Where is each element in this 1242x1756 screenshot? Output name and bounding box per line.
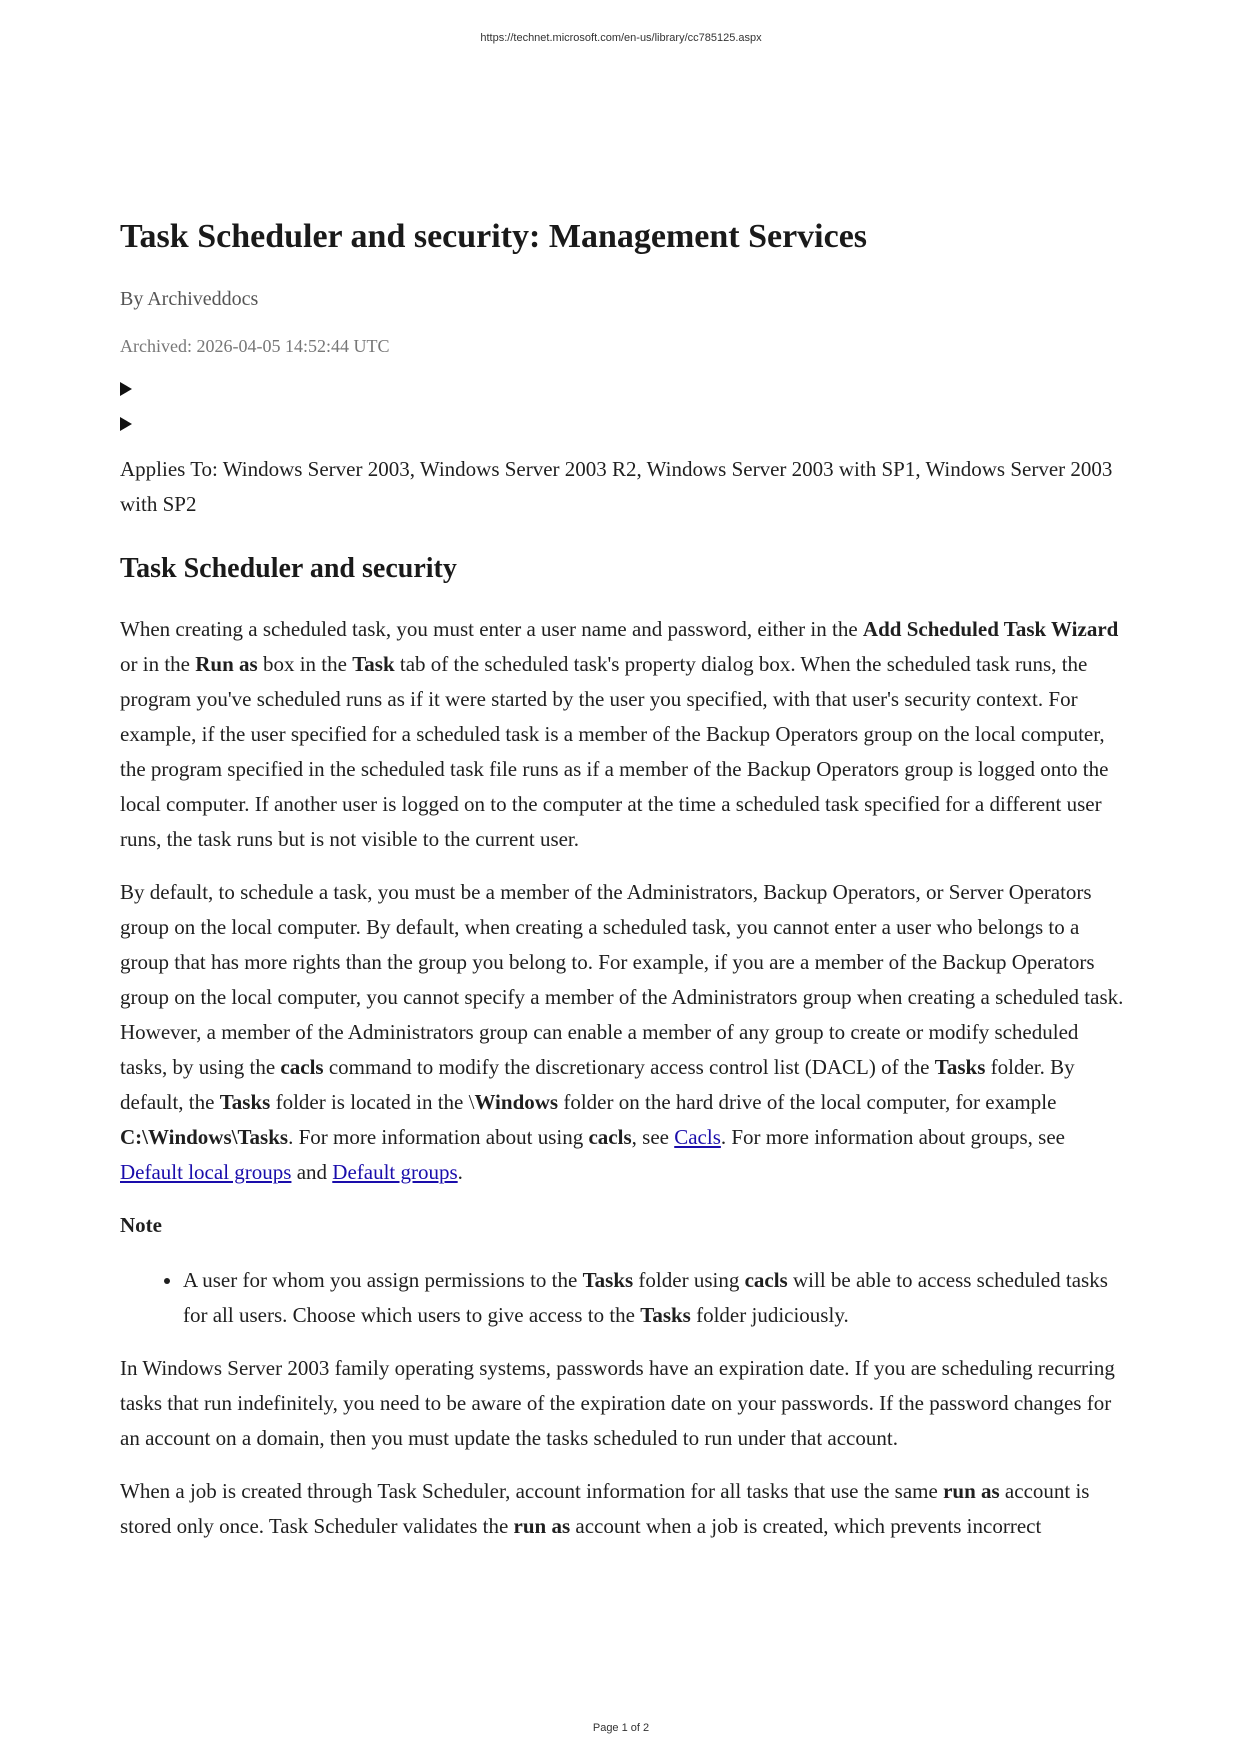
text: will be able to access scheduled tasks for all users. Choose which users to give access to the: [183, 1268, 1108, 1327]
text: command to modify the discretionary access control list (DACL) of the: [323, 1055, 935, 1079]
text: . For more information about groups, see: [720, 1125, 1065, 1149]
disclosure-triangle-icon[interactable]: [120, 417, 132, 431]
paragraph-3: In Windows Server 2003 family operating systems, passwords have an expiration date. If you are scheduling recurring tasks that run indefinitely, you need to be aware of the expiration date on your passwords. If the password changes for an account on a domain, then you must update the tasks scheduled to run under that account.: [120, 1356, 1115, 1450]
text: and: [291, 1160, 333, 1184]
section-heading: Task Scheduler and security: [120, 553, 457, 584]
note-list: [120, 1263, 1130, 1333]
ui-term: Windows: [474, 1090, 559, 1114]
ui-term: Tasks: [582, 1268, 634, 1292]
ui-term: cacls: [280, 1055, 324, 1079]
list-item: [183, 1263, 1130, 1333]
disclosure-triangle-icon[interactable]: [120, 382, 132, 396]
ui-term: Tasks: [640, 1303, 691, 1327]
ui-term: Task: [352, 652, 395, 676]
paragraph-4: [120, 1474, 1130, 1544]
byline: By Archiveddocs: [120, 288, 259, 310]
ui-term: Tasks: [219, 1090, 271, 1114]
text: . For more information about using: [288, 1125, 589, 1149]
text: folder is located in the \: [270, 1090, 475, 1114]
archived-timestamp: Archived: 2026-04-05 14:52:44 UTC: [120, 336, 390, 356]
text: , see: [631, 1125, 675, 1149]
text: .: [457, 1160, 463, 1184]
applies-to: Applies To: Windows Server 2003, Windows Server 2003 R2, Windows Server 2003 with SP1, Windows Server 2003 with SP2: [120, 457, 1113, 516]
link-cacls[interactable]: Cacls: [674, 1125, 721, 1149]
link-default-local-groups[interactable]: Default local groups: [120, 1160, 292, 1184]
text: folder using: [633, 1268, 745, 1292]
text: tab of the scheduled task's property dialog box. When the scheduled task runs, the program you've scheduled runs as if it were started by the user you specified, with that user's security context. For example, if the user specified for a scheduled task is a member of the Backup Operators group on the local computer, the program specified in the scheduled task file runs as if a member of the Backup Operators group is logged onto the local computer. If another user is logged on to the computer at the time a scheduled task specified for a different user runs, the task runs but is not visible to the current user.: [120, 652, 1109, 851]
text: account when a job is created, which prevents incorrect: [570, 1514, 1042, 1538]
text: folder. By default, the: [120, 1055, 1075, 1114]
page-number: Page 1 of 2: [592, 1722, 650, 1734]
disclosure-toggles: [120, 382, 1130, 431]
page-title: Task Scheduler and security: Management Services: [120, 218, 868, 255]
ui-term: cacls: [744, 1268, 788, 1292]
ui-term: Add Scheduled Task Wizard: [862, 617, 1119, 641]
ui-term: run as: [943, 1479, 1000, 1503]
text: or in the: [120, 652, 196, 676]
text: By default, to schedule a task, you must be a member of the Administrators, Backup Operators, or Server Operators group on the local computer. By default, when creating a scheduled task, you cannot enter a user who belongs to a group that has more rights than the group you belong to. For example, if you are a member of the Backup Operators group on the local computer, you cannot specify a member of the Administrators group when creating a scheduled task. However, a member of the Administrators group can enable a member of any group to create or modify scheduled tasks, by using the: [120, 880, 1124, 1079]
ui-term: Run as: [195, 652, 258, 676]
text: When creating a scheduled task, you must enter a user name and password, either in the: [120, 617, 863, 641]
ui-term: run as: [513, 1514, 571, 1538]
page-url: https://technet.microsoft.com/en-us/library/cc785125.aspx: [480, 32, 762, 44]
text: When a job is created through Task Scheduler, account information for all tasks that use the same: [120, 1479, 944, 1503]
paragraph-1: [120, 612, 1130, 857]
text: folder judiciously.: [690, 1303, 849, 1327]
text: box in the: [257, 652, 353, 676]
text: A user for whom you assign permissions to the: [183, 1268, 583, 1292]
link-default-groups[interactable]: Default groups: [332, 1160, 458, 1184]
paragraph-2: [120, 875, 1130, 1190]
ui-term: Tasks: [934, 1055, 986, 1079]
ui-term: cacls: [588, 1125, 632, 1149]
article: [120, 210, 1130, 1544]
text: folder on the hard drive of the local computer, for example: [558, 1090, 1057, 1114]
text: account is stored only once. Task Scheduler validates the: [120, 1479, 1090, 1538]
ui-term: C:\Windows\Tasks: [120, 1125, 289, 1149]
note-label: Note: [120, 1213, 162, 1237]
